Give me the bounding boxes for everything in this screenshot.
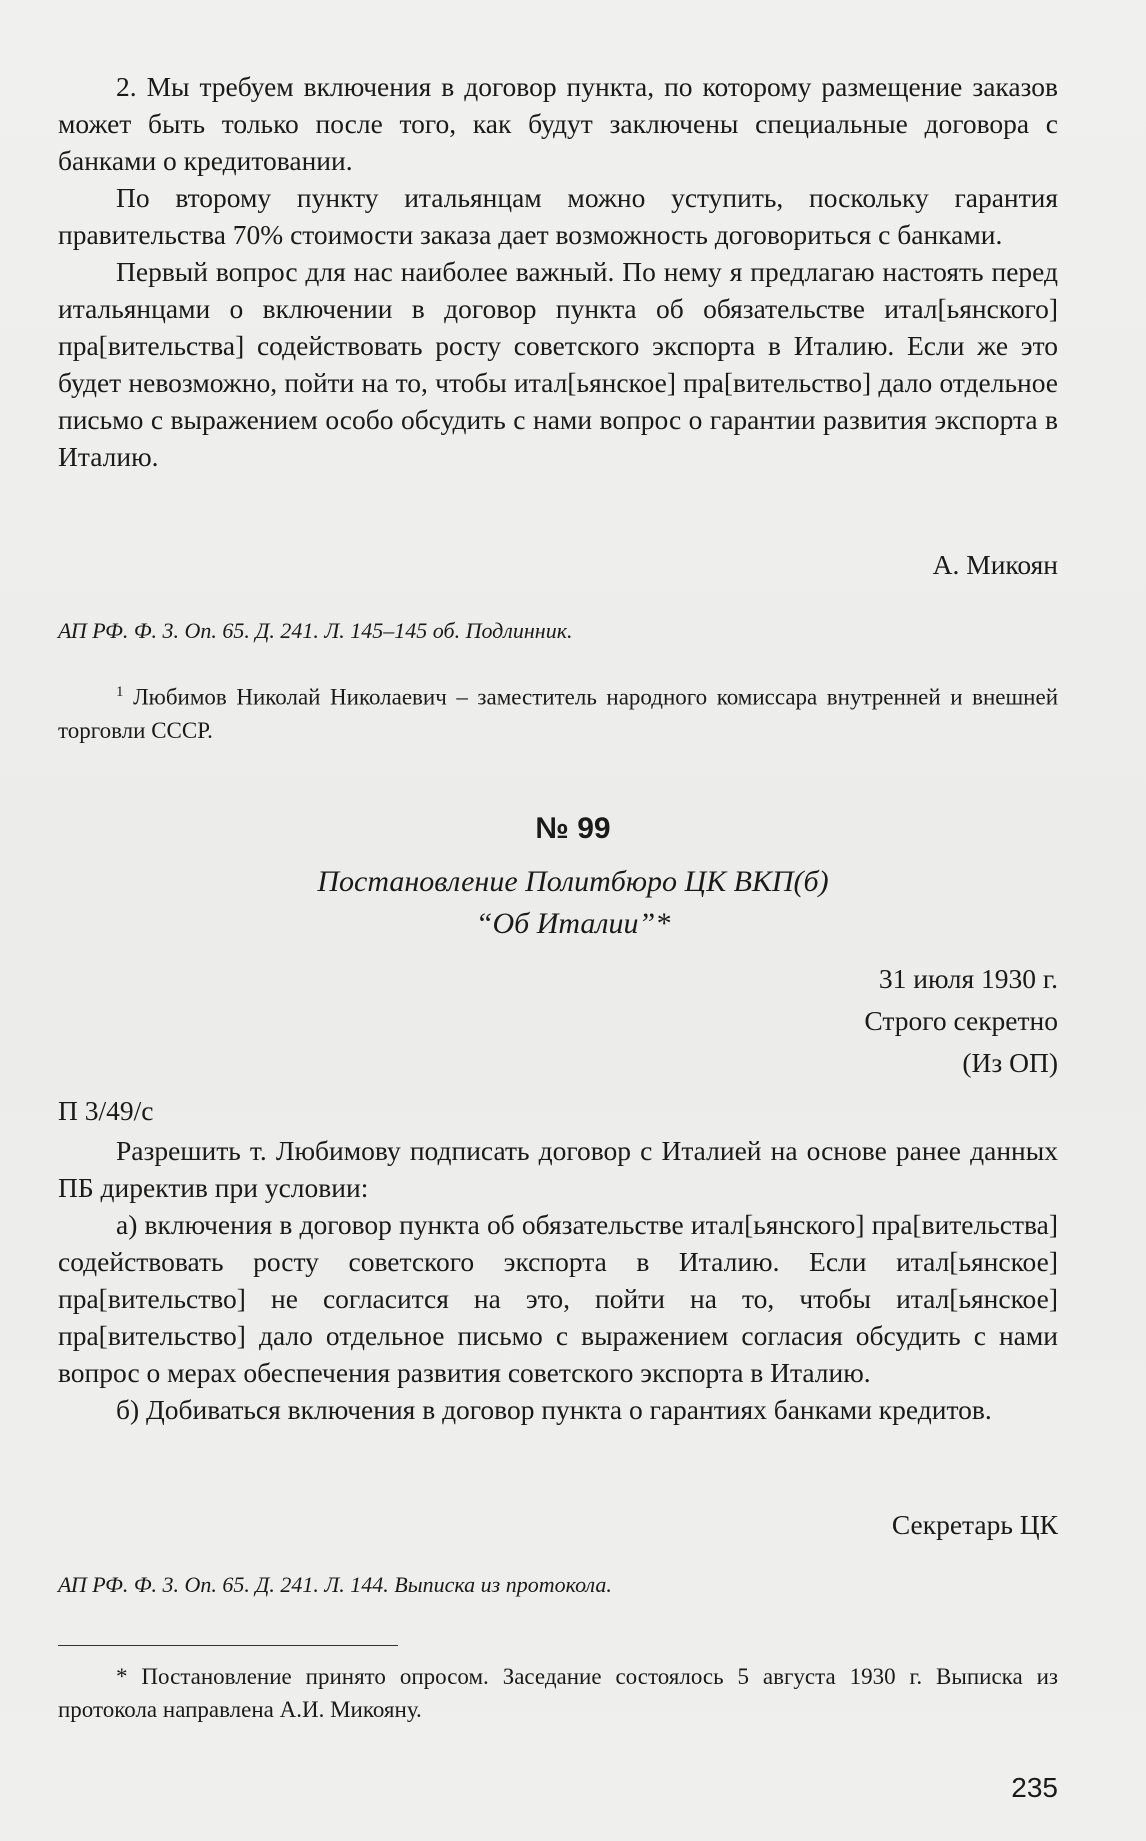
protocol-reference xyxy=(58,1092,1058,1129)
top-text-block xyxy=(58,68,1058,475)
document-title-line-1: Постановление Политбюро ЦК ВКП(б) xyxy=(317,865,829,898)
document-origin: (Из ОП) xyxy=(962,1047,1058,1078)
document-date: 31 июля 1930 г. xyxy=(878,963,1058,994)
footnote-star-marker: * xyxy=(116,1664,128,1689)
paragraph-permit: Разрешить т. Любимову подписать договор с Италией на основе ранее данных ПБ директив при условии: xyxy=(58,1135,1058,1203)
protocol-ref: П 3/49/с xyxy=(58,1095,154,1126)
footnote-star-text: Постановление принято опросом. Заседание состоялось 5 августа 1930 г. Выписка из протокола направлена А.И. Микояну. xyxy=(58,1664,1058,1722)
classification-stamp: Строго секретно xyxy=(864,1005,1058,1036)
document-title-line-2: “Об Италии”* xyxy=(475,907,671,940)
paragraph-a: а) включения в договор пункта об обязательстве итал[ьянского] пра[вительства] содействовать росту советского экспорта в Италию. Если итал[ьянское] пра[вительство] не согласится на это, пойти на то, чтобы итал[ьянское] пра[вительство] дало отдельное письмо с выражением согласия обсудить с нами вопрос о мерах обеспечения развития советского экспорта в Италию. xyxy=(58,1209,1058,1388)
resolution-body xyxy=(58,1132,1058,1428)
paragraph-first-question: Первый вопрос для нас наиболее важный. По нему я предлагаю настоять перед итальянцами о включении в договор пункта об обязательстве итал[ьянского] пра[вительства] содействовать росту советского экспорта в Италию. Если же это будет невозможно, пойти на то, чтобы итал[ьянское] пра[вительство] дало отдельное письмо с выражением особо обсудить с нами вопрос о гарантии развития экспорта в Италию. xyxy=(58,256,1058,472)
footnote-text: Любимов Николай Николаевич – заместитель народного комиссара внутренней и внешней торговли СССР. xyxy=(58,684,1059,743)
footnote-marker: 1 xyxy=(116,684,124,700)
archive-source-2: АП РФ. Ф. 3. Оп. 65. Д. 241. Л. 144. Выписка из протокола. xyxy=(58,1572,612,1597)
footnote-1 xyxy=(58,676,1058,747)
page-number: 235 xyxy=(1011,1772,1058,1803)
paragraph-second-point: По второму пункту итальянцам можно уступить, поскольку гарантия правительства 70% стоимости заказа дает возможность договориться с банками. xyxy=(58,182,1058,250)
paragraph-b: б) Добиваться включения в договор пункта о гарантиях банками кредитов. xyxy=(116,1394,992,1425)
archive-source-1: АП РФ. Ф. 3. Оп. 65. Д. 241. Л. 145–145 об. Подлинник. xyxy=(58,618,573,643)
footnote-star xyxy=(58,1660,1058,1726)
footnote-divider xyxy=(58,1645,398,1646)
signature-mikoyan: А. Микоян xyxy=(932,549,1058,580)
document-number: № 99 xyxy=(535,812,611,845)
signature-secretary: Секретарь ЦК xyxy=(891,1509,1058,1540)
paragraph-point-2: 2. Мы требуем включения в договор пункта, по которому размещение заказов может быть только после того, как будут заключены специальные договора с банками о кредитовании. xyxy=(58,71,1058,176)
